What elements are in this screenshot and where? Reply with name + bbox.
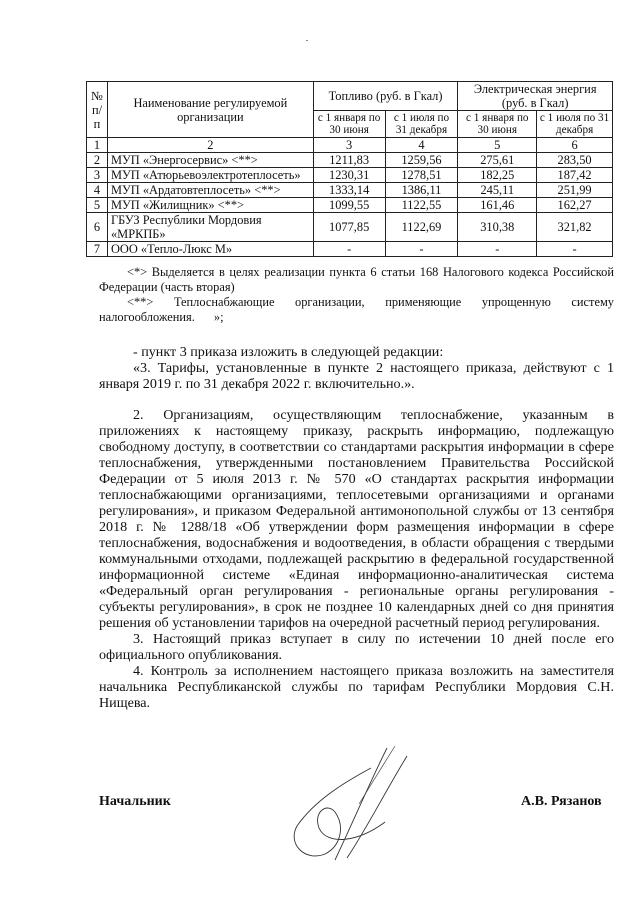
row-number: 2 (87, 153, 108, 168)
header-period-3: с 1 января по 30 июня (458, 111, 537, 138)
col-number: 5 (458, 138, 537, 153)
elec-h1: 275,61 (458, 153, 537, 168)
elec-h2: 162,27 (537, 198, 613, 213)
header-fuel: Топливо (руб. в Гкал) (313, 82, 458, 111)
elec-h1: 245,11 (458, 183, 537, 198)
footnotes (99, 265, 614, 325)
fuel-h2: 1259,56 (385, 153, 458, 168)
elec-h2: 251,99 (537, 183, 613, 198)
fuel-h2: 1122,55 (385, 198, 458, 213)
col-number: 3 (313, 138, 385, 153)
fuel-h2: 1278,51 (385, 168, 458, 183)
header-electricity: Электрическая энергия (руб. в Гкал) (458, 82, 613, 111)
fuel-h2: 1386,11 (385, 183, 458, 198)
footnote-vat: <*> Выделяется в целях реализации пункта 6 статьи 168 Налогового кодекса Российской Федерации (часть вторая) (99, 265, 614, 294)
main-paragraphs (99, 407, 614, 711)
elec-h2: 283,50 (537, 153, 613, 168)
table-row (87, 242, 613, 257)
table-row (87, 153, 613, 168)
row-number: 6 (87, 213, 108, 242)
org-name: ООО «Тепло-Люкс М» (107, 242, 313, 257)
org-name: МУП «Ардатовтеплосеть» <**> (107, 183, 313, 198)
signatory-position: Начальник (99, 794, 171, 809)
header-num: № п/п (87, 82, 108, 138)
org-name: ГБУЗ Республики Мордовия «МРКПБ» (107, 213, 313, 242)
footnote-simplified-tax: <**> Теплоснабжающие организации, применяющие упрощенную систему налогообложения. »; (99, 295, 614, 324)
table-header-row (87, 82, 613, 111)
col-number: 4 (385, 138, 458, 153)
row-number: 5 (87, 198, 108, 213)
table-row (87, 183, 613, 198)
paragraph-2: 2. Организациям, осуществляющим теплоснабжение, указанным в приложениях к настоящему приказу, раскрыть информацию, подлежащую свободному доступу, в соответствии со стандартами раскрытия информации в сфере теплоснабжения, утвержденными постановлением Правительства Российской Федерации от 5 июля 2013 г. № 570 «О стандартах раскрытия информации теплоснабжающими организациями, теплосетевыми организациями и органами регулирования», и приказом Федеральной антимонопольной службы от 13 сентября 2018 г. № 1288/18 «Об утверждении форм размещения информации в сфере теплоснабжения, водоснабжения и водоотведения, в области обращения с твердыми коммунальными отходами, подлежащей раскрытию в федеральной государственной информационной системе «Единая информационно-аналитическая система «Федеральный орган регулирования - региональные органы регулирования - субъекты регулирования», в срок не позднее 10 календарных дней со дня принятия решения об установлении тарифов на очередной расчетный период регулирования. (99, 407, 614, 631)
fuel-h1: 1099,55 (313, 198, 385, 213)
header-period-4: с 1 июля по 31 декабря (537, 111, 613, 138)
org-name: МУП «Энергосервис» <**> (107, 153, 313, 168)
elec-h2: 321,82 (537, 213, 613, 242)
table-row (87, 213, 613, 242)
row-number: 7 (87, 242, 108, 257)
item3-block (99, 344, 614, 392)
handwritten-signature (275, 742, 435, 872)
fuel-h1: 1230,31 (313, 168, 385, 183)
fuel-h1: 1333,14 (313, 183, 385, 198)
col-number: 2 (107, 138, 313, 153)
col-number: 6 (537, 138, 613, 153)
fuel-h1: - (313, 242, 385, 257)
column-number-row (87, 138, 613, 153)
header-org-name: Наименование регулируемой организации (107, 82, 313, 138)
fuel-h1: 1077,85 (313, 213, 385, 242)
row-number: 3 (87, 168, 108, 183)
fuel-h2: 1122,69 (385, 213, 458, 242)
item3-intro: - пункт 3 приказа изложить в следующей редакции: (133, 344, 444, 360)
item3-quote: «3. Тарифы, установленные в пункте 2 настоящего приказа, действуют с 1 января 2019 г. по 31 декабря 2022 г. включительно.». (99, 360, 614, 392)
fuel-h2: - (385, 242, 458, 257)
org-name: МУП «Жилищник» <**> (107, 198, 313, 213)
table-row (87, 198, 613, 213)
paragraph-4: 4. Контроль за исполнением настоящего приказа возложить на заместителя начальника Республиканской службы по тарифам Республики Мордовия С.Н. Нищева. (99, 663, 614, 711)
elec-h1: 161,46 (458, 198, 537, 213)
tariff-table (86, 81, 613, 257)
org-name: МУП «Атюрьевоэлектротеплосеть» (107, 168, 313, 183)
row-number: 4 (87, 183, 108, 198)
header-period-1: с 1 января по 30 июня (313, 111, 385, 138)
elec-h2: - (537, 242, 613, 257)
elec-h2: 187,42 (537, 168, 613, 183)
elec-h1: - (458, 242, 537, 257)
signatory-name: А.В. Рязанов (521, 794, 602, 809)
elec-h1: 182,25 (458, 168, 537, 183)
fuel-h1: 1211,83 (313, 153, 385, 168)
col-number: 1 (87, 138, 108, 153)
header-period-2: с 1 июля по 31 декабря (385, 111, 458, 138)
table-row (87, 168, 613, 183)
paragraph-3: 3. Настоящий приказ вступает в силу по истечении 10 дней после его официального опубликования. (99, 631, 614, 663)
elec-h1: 310,38 (458, 213, 537, 242)
scan-speck (306, 40, 308, 41)
